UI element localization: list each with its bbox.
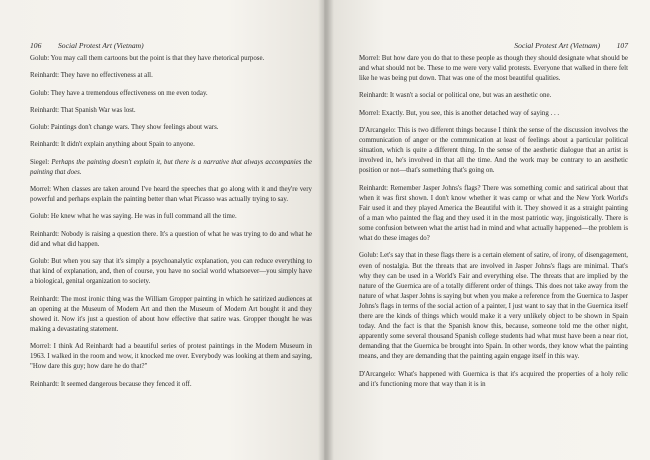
speaker-name: Reinhardt: xyxy=(30,141,60,149)
dialogue-paragraph xyxy=(30,295,312,335)
dialogue-text: When classes are taken around I've heard the speeches that go along with it and they're very powerful and perhaps explain the painting better than what Picasso was actually trying to say. xyxy=(30,186,312,204)
speaker-name: Reinhardt: xyxy=(30,72,60,80)
book-gutter xyxy=(318,0,334,460)
speaker-name: Morrel: xyxy=(30,343,52,351)
dialogue-text: Paintings don't change wars. They show feelings about wars. xyxy=(50,124,219,132)
running-head-left xyxy=(30,40,312,52)
dialogue-paragraph xyxy=(359,54,628,84)
dialogue-text: It seemed dangerous because they fenced it off. xyxy=(60,380,192,388)
dialogue-text: Let's say that in these flags there is a certain element of satire, of irony, of disengagement, even of nostalgia. But the threats that are involved in Jasper Johns's flags are minimal. That's why they can be used in a World's Fair and everything else. The threats that are implied by the nature of the Guernica are of a totally different order of things. This does not take away from the nature of what Jasper Johns is saying but when you make a reference from the Guernica to Jasper Johns's flags in terms of the social action of a painter, I just want to say that in the Guernica itself there are the kinds of things which would make it a very unlikely object to be shown in Spain today. And the fact is that the Spanish know this, because, someone told me the other night, apparently some several thousand Spanish college students had what must have been a near riot, demanding that the Guernica be brought into Spain. In other words, they know what the painting means, and they are demanding that the painting again engage itself in this way. xyxy=(359,252,628,361)
speaker-name: Reinhardt: xyxy=(30,295,60,303)
dialogue-paragraph xyxy=(30,71,312,81)
dialogue-paragraph xyxy=(359,126,628,176)
page-number-left: 106 xyxy=(30,41,42,50)
running-head-right xyxy=(359,40,628,52)
dialogue-paragraph xyxy=(359,184,628,245)
speaker-name: Morrel: xyxy=(359,109,381,117)
dialogue-paragraph xyxy=(30,158,312,178)
dialogue-text: They have a tremendous effectiveness on me even today. xyxy=(50,89,208,97)
running-head-title-left: Social Protest Art (Vietnam) xyxy=(58,41,144,50)
dialogue-text: He knew what he was saying. He was in full command all the time. xyxy=(50,213,237,221)
speaker-name: Golub: xyxy=(359,252,379,260)
dialogue-text: That Spanish War was lost. xyxy=(60,106,136,114)
dialogue-text: This is two different things because I think the sense of the discussion involves the communication of anger or the communication at least of feelings about a particular political situation, which is quite a different thing. In the sense of the aesthetic dialogue that an artist is involved in, he's involved in that all the time. And the work may be contrary to an aesthetic position or not—that's something that's going on. xyxy=(359,127,628,175)
speaker-name: Reinhardt: xyxy=(30,380,60,388)
speaker-name: Golub: xyxy=(30,89,50,97)
speaker-name: Siegel: xyxy=(30,158,50,166)
dialogue-paragraph xyxy=(30,140,312,150)
dialogue-text: It didn't explain anything about Spain to anyone. xyxy=(60,141,195,149)
speaker-name: D'Arcangelo: xyxy=(359,370,396,378)
left-page-body xyxy=(30,54,312,390)
speaker-name: Morrel: xyxy=(30,186,52,194)
dialogue-text: It wasn't a social or political one, but was an aesthetic one. xyxy=(389,92,552,100)
dialogue-paragraph xyxy=(359,251,628,362)
speaker-name: Golub: xyxy=(30,124,50,132)
dialogue-text: Remember Jasper Johns's flags? There was something comic and satirical about that when it was first shown. I don't know whether it was camp or what and the New York World's Fair used it and they played America the Beautiful with it. They showed it as a straight painting of a man who painted the flag and they used it in the most patriotic way, jingoistically. There is some confusion between what the artist had in mind and what actually happened—the problem is what do these images do? xyxy=(359,184,628,243)
dialogue-paragraph xyxy=(359,370,628,390)
dialogue-paragraph xyxy=(359,109,628,119)
dialogue-text: Exactly. But, you see, this is another detached way of saying . . . xyxy=(381,109,560,117)
dialogue-text: The most ironic thing was the William Gropper painting in which he satirized audiences at an opening at the Museum of Modern Art and then the Museum of Modern Art bought it and they showed it. Now it's just a question of about how effective that satire was. Gropper thought he was making a devastating statement. xyxy=(30,295,312,333)
dialogue-paragraph xyxy=(359,91,628,101)
dialogue-text: They have no effectiveness at all. xyxy=(60,72,153,80)
speaker-name: Morrel: xyxy=(359,55,381,62)
left-page xyxy=(0,0,324,460)
dialogue-paragraph xyxy=(30,212,312,222)
dialogue-text: But how dare you do that to these people as though they should designate what should be and what should not be. These to me were very valid protests. Everyone that walked in there felt like he was being put down. That was one of the most beautiful qualities. xyxy=(359,55,628,83)
page-number-right: 107 xyxy=(616,41,628,50)
dialogue-paragraph xyxy=(30,380,312,390)
speaker-name: Golub: xyxy=(30,258,50,266)
dialogue-paragraph xyxy=(30,123,312,133)
speaker-name: Reinhardt: xyxy=(30,230,60,238)
dialogue-paragraph xyxy=(30,230,312,250)
dialogue-paragraph xyxy=(30,54,312,64)
dialogue-text: You may call them cartoons but the point is that they have rhetorical purpose. xyxy=(50,55,265,62)
dialogue-paragraph xyxy=(30,185,312,205)
dialogue-paragraph xyxy=(30,89,312,99)
speaker-name: D'Arcangelo: xyxy=(359,127,396,135)
dialogue-paragraph xyxy=(30,342,312,372)
dialogue-text: Perhaps the painting doesn't explain it, but there is a narrative that always accompanies the painting that does. xyxy=(30,158,312,176)
dialogue-text: Nobody is raising a question there. It's a question of what he was trying to do and what he did and what did happen. xyxy=(30,230,312,248)
dialogue-text: I think Ad Reinhardt had a beautiful series of protest paintings in the Modern Museum in 1963. I walked in the room and wow, it knocked me over. Everybody was looking at them and saying, "How dare this guy; how dare he do that?" xyxy=(30,343,312,371)
speaker-name: Golub: xyxy=(30,213,50,221)
speaker-name: Golub: xyxy=(30,55,50,62)
right-page-body xyxy=(359,54,628,390)
dialogue-text: What's happened with Guernica is that it's acquired the properties of a holy relic and it's functioning more that way than it is in xyxy=(359,370,628,388)
dialogue-paragraph xyxy=(30,257,312,287)
right-page xyxy=(326,0,650,460)
running-head-title-right: Social Protest Art (Vietnam) xyxy=(514,41,600,50)
speaker-name: Reinhardt: xyxy=(359,92,389,100)
dialogue-paragraph xyxy=(30,106,312,116)
speaker-name: Reinhardt: xyxy=(30,106,60,114)
dialogue-text: But when you say that it's simply a psychoanalytic explanation, you can reduce everything to that kind of explanation, and, then of course, you have no social world whatsoever—you simply have a biological, genital organization to society. xyxy=(30,258,312,286)
speaker-name: Reinhardt: xyxy=(359,184,389,192)
